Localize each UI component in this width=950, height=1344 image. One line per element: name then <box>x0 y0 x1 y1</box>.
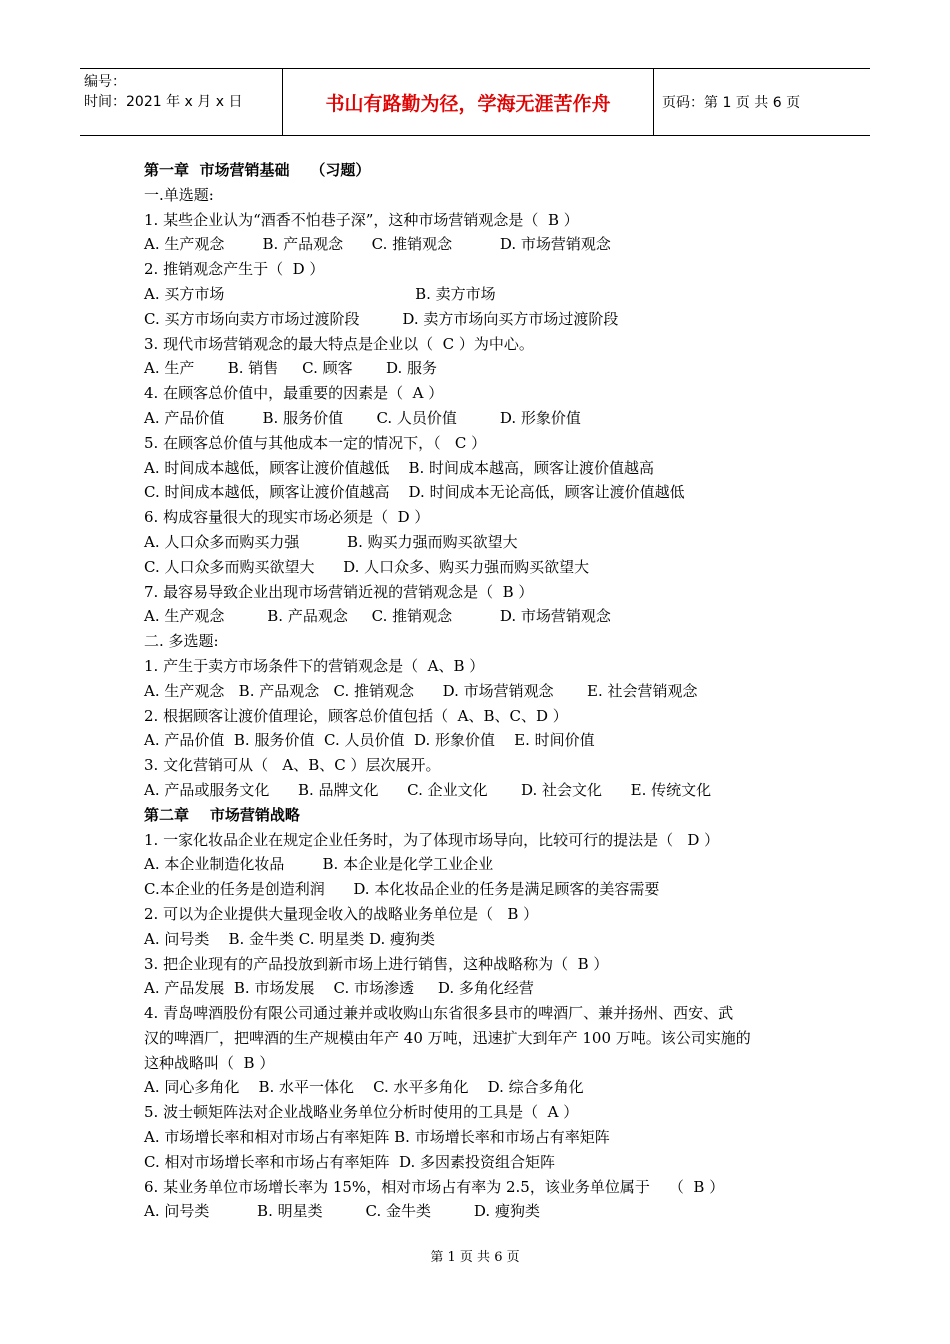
document-time-label: 时间：2021 年 x 月 x 日 <box>84 94 243 110</box>
text-line: 3. 文化营销可从（ A、B、C ）层次展开。 <box>144 756 441 775</box>
text-line: 1. 一家化妆品企业在规定企业任务时，为了体现市场导向，比较可行的提法是（ D ） <box>144 830 720 849</box>
text-line: 这种战略叫（ B ） <box>144 1053 275 1072</box>
text-line: 1. 某些企业认为“酒香不怕巷子深”，这种市场营销观念是（ B ） <box>144 210 579 229</box>
text-line: C. 相对市场增长率和市场占有率矩阵 D. 多因素投资组合矩阵 <box>144 1152 556 1171</box>
text-line: A. 生产观念 B. 产品观念 C. 推销观念 D. 市场营销观念 E. 社会营销观念 <box>144 681 698 700</box>
text-line: A. 时间成本越低，顾客让渡价值越低 B. 时间成本越高，顾客让渡价值越高 <box>144 458 655 477</box>
text-line: C.本企业的任务是创造利润 D. 本化妆品企业的任务是满足顾客的美容需要 <box>144 880 660 899</box>
text-line: A. 产品发展 B. 市场发展 C. 市场渗透 D. 多角化经营 <box>144 979 534 998</box>
text-line: A. 生产观念 B. 产品观念 C. 推销观念 D. 市场营销观念 <box>144 235 611 254</box>
page-header <box>80 68 870 136</box>
text-line: 汉的啤酒厂，把啤酒的生产规模由年产 40 万吨，迅速扩大到年产 100 万吨。该公司实施的 <box>144 1028 751 1047</box>
header-page-label: 页码：第 1 页 共 6 页 <box>662 95 801 111</box>
text-line: 6. 某业务单位市场增长率为 15%，相对市场占有率为 2.5，该业务单位属于 （ B ） <box>144 1177 725 1196</box>
text-line: 二. 多选题: <box>144 632 219 651</box>
section-heading: 第一章 市场营销基础 （习题） <box>144 161 371 179</box>
text-line: C. 时间成本越低，顾客让渡价值越高 D. 时间成本无论高低，顾客让渡价值越低 <box>144 483 685 502</box>
text-line: A. 产品或服务文化 B. 品牌文化 C. 企业文化 D. 社会文化 E. 传统文化 <box>144 780 712 799</box>
page-footer: 第 1 页 共 6 页 <box>430 1250 520 1265</box>
text-line: A. 买方市场 B. 卖方市场 <box>144 284 496 303</box>
text-line: A. 本企业制造化妆品 B. 本企业是化学工业企业 <box>144 855 494 874</box>
text-line: A. 产品价值 B. 服务价值 C. 人员价值 D. 形象价值 <box>144 408 581 427</box>
text-line: A. 问号类 B. 金牛类 C. 明星类 D. 瘦狗类 <box>144 929 436 948</box>
document-number-label: 编号： <box>84 74 126 90</box>
header-meta <box>80 69 282 135</box>
text-line: A. 问号类 B. 明星类 C. 金牛类 D. 瘦狗类 <box>144 1202 540 1221</box>
text-line: 2. 推销观念产生于（ D ） <box>144 260 325 279</box>
text-line: A. 同心多角化 B. 水平一体化 C. 水平多角化 D. 综合多角化 <box>144 1078 584 1097</box>
text-line: C. 人口众多而购买欲望大 D. 人口众多、购买力强而购买欲望大 <box>144 557 590 576</box>
text-line: 5. 在顾客总价值与其他成本一定的情况下，（ C ） <box>144 433 487 452</box>
text-line: 2. 根据顾客让渡价值理论，顾客总价值包括（ A、B、C、D ） <box>144 706 568 725</box>
text-line: C. 买方市场向卖方市场过渡阶段 D. 卖方市场向买方市场过渡阶段 <box>144 309 619 328</box>
document-body <box>144 158 824 1224</box>
text-line: A. 生产观念 B. 产品观念 C. 推销观念 D. 市场营销观念 <box>144 607 611 626</box>
text-line: 5. 波士顿矩阵法对企业战略业务单位分析时使用的工具是（ A ） <box>144 1103 579 1122</box>
text-line: 3. 现代市场营销观念的最大特点是企业以（ C ）为中心。 <box>144 334 534 353</box>
text-line: 1. 产生于卖方市场条件下的营销观念是（ A、B ） <box>144 656 485 675</box>
text-line: 4. 在顾客总价值中，最重要的因素是（ A ） <box>144 384 444 403</box>
text-line: 4. 青岛啤酒股份有限公司通过兼并或收购山东省很多县市的啤酒厂、兼并扬州、西安、武 <box>144 1004 734 1023</box>
text-line: 7. 最容易导致企业出现市场营销近视的营销观念是（ B ） <box>144 582 534 601</box>
section-heading: 第二章 市场营销战略 <box>144 805 300 824</box>
text-line: A. 市场增长率和相对市场占有率矩阵 B. 市场增长率和市场占有率矩阵 <box>144 1128 610 1147</box>
text-line: 一.单选题: <box>144 185 214 204</box>
text-line: 6. 构成容量很大的现实市场必须是（ D ） <box>144 508 430 527</box>
text-line: A. 人口众多而购买力强 B. 购买力强而购买欲望大 <box>144 532 518 551</box>
text-line: A. 生产 B. 销售 C. 顾客 D. 服务 <box>144 359 438 378</box>
text-line: 2. 可以为企业提供大量现金收入的战略业务单位是（ B ） <box>144 904 539 923</box>
text-line: 3. 把企业现有的产品投放到新市场上进行销售，这种战略称为（ B ） <box>144 954 609 973</box>
header-motto: 书山有路勤为径，学海无涯苦作舟 <box>282 69 654 135</box>
text-line: A. 产品价值 B. 服务价值 C. 人员价值 D. 形象价值 E. 时间价值 <box>144 731 595 750</box>
